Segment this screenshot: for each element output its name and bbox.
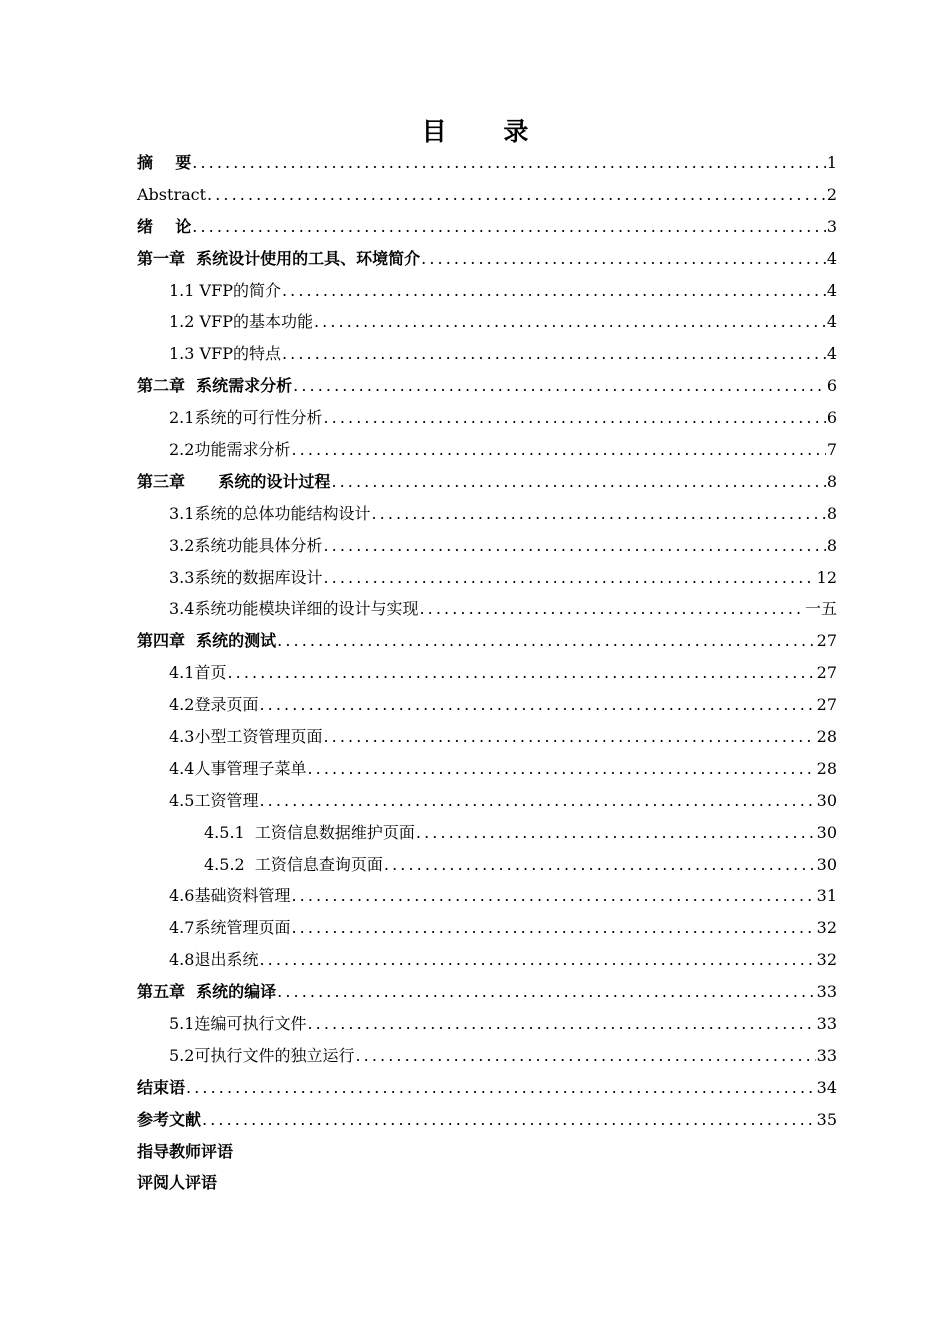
toc-entry[interactable] xyxy=(137,306,837,338)
toc-entry[interactable] xyxy=(137,785,837,817)
toc-entry-label: 结束语 xyxy=(137,1077,186,1097)
toc-entry-label: 第五章 系统的编译 xyxy=(137,982,277,1002)
toc-page-number: 4 xyxy=(826,280,837,300)
toc-entry[interactable] xyxy=(137,849,837,881)
toc-page-number: 33 xyxy=(816,1045,837,1065)
toc-dot-leader xyxy=(277,983,815,1001)
toc-entry-label: 3.4系统功能模块详细的设计与实现 xyxy=(169,599,419,619)
toc-entry[interactable] xyxy=(137,179,837,211)
toc-dot-leader xyxy=(291,441,825,459)
toc-entry[interactable] xyxy=(137,593,837,625)
toc-entry[interactable] xyxy=(137,721,837,753)
toc-entry-label: Abstract xyxy=(137,184,207,204)
toc-entry-label: 4.2登录页面 xyxy=(169,695,259,715)
toc-dot-leader xyxy=(259,792,815,810)
toc-entry-label: 绪 论 xyxy=(137,216,192,236)
toc-dot-leader xyxy=(323,569,815,587)
toc-dot-leader xyxy=(291,919,815,937)
toc-page-number: 30 xyxy=(816,854,837,874)
toc-page-number: 31 xyxy=(816,886,837,906)
toc-entry-label: 3.1系统的总体功能结构设计 xyxy=(169,503,371,523)
toc-dot-leader xyxy=(291,887,815,905)
toc-page-number: 34 xyxy=(816,1077,837,1097)
toc-entry-label: 评阅人评语 xyxy=(137,1173,218,1193)
toc-entry[interactable] xyxy=(137,944,837,976)
toc-entry[interactable] xyxy=(137,1008,837,1040)
toc-dot-leader xyxy=(192,154,826,172)
toc-entry[interactable] xyxy=(137,147,837,179)
toc-dot-leader xyxy=(282,345,826,363)
table-of-contents xyxy=(137,147,837,1199)
toc-page-number: 6 xyxy=(826,408,837,428)
toc-entry[interactable] xyxy=(137,1104,837,1136)
toc-page-number: 28 xyxy=(816,726,837,746)
toc-entry[interactable] xyxy=(137,530,837,562)
toc-entry-label: 指导教师评语 xyxy=(137,1141,234,1161)
toc-entry-label: 4.1首页 xyxy=(169,663,227,683)
toc-entry-label: 4.4人事管理子菜单 xyxy=(169,758,307,778)
toc-entry[interactable] xyxy=(137,753,837,785)
toc-entry-label: 2.1系统的可行性分析 xyxy=(169,408,323,428)
toc-page-number: 1 xyxy=(826,152,837,172)
toc-page-number: 6 xyxy=(826,376,837,396)
toc-dot-leader xyxy=(277,632,815,650)
toc-page-number: 4 xyxy=(826,312,837,332)
toc-entry-label: 1.2 VFP的基本功能 xyxy=(169,312,313,332)
toc-entry-label: 2.2功能需求分析 xyxy=(169,439,291,459)
toc-dot-leader xyxy=(227,664,815,682)
toc-page-number: 30 xyxy=(816,822,837,842)
toc-dot-leader xyxy=(419,600,804,618)
toc-entry[interactable] xyxy=(137,434,837,466)
toc-entry-label: 4.5工资管理 xyxy=(169,790,259,810)
toc-dot-leader xyxy=(371,505,825,523)
toc-entry-label: 4.7系统管理页面 xyxy=(169,918,291,938)
toc-entry[interactable] xyxy=(137,976,837,1008)
toc-page-number: 27 xyxy=(816,663,837,683)
toc-page-number: 32 xyxy=(816,950,837,970)
toc-page-number: 2 xyxy=(826,184,837,204)
toc-entry-label: 4.8退出系统 xyxy=(169,950,259,970)
toc-entry-label: 3.2系统功能具体分析 xyxy=(169,535,323,555)
toc-entry[interactable] xyxy=(137,1072,837,1104)
toc-dot-leader xyxy=(192,218,826,236)
toc-entry-label: 4.5.1 工资信息数据维护页面 xyxy=(204,822,415,842)
toc-dot-leader xyxy=(186,1079,816,1097)
toc-dot-leader xyxy=(323,728,815,746)
toc-page-number: 3 xyxy=(826,216,837,236)
toc-entry[interactable] xyxy=(137,498,837,530)
toc-page-number: 4 xyxy=(826,344,837,364)
toc-entry-label: 4.6基础资料管理 xyxy=(169,886,291,906)
toc-page-number: 一五 xyxy=(804,599,837,619)
toc-page-number: 28 xyxy=(816,758,837,778)
toc-page-number: 35 xyxy=(816,1109,837,1129)
toc-page-number: 8 xyxy=(826,503,837,523)
toc-dot-leader xyxy=(331,473,825,491)
toc-dot-leader xyxy=(202,1111,816,1129)
toc-entry[interactable] xyxy=(137,1168,837,1200)
toc-page-number: 7 xyxy=(826,439,837,459)
toc-entry-label: 第四章 系统的测试 xyxy=(137,631,277,651)
toc-page-number: 33 xyxy=(816,1013,837,1033)
toc-entry-label: 1.3 VFP的特点 xyxy=(169,344,281,364)
toc-entry-label: 5.1连编可执行文件 xyxy=(169,1013,307,1033)
toc-entry-label: 第一章 系统设计使用的工具、环境简介 xyxy=(137,248,421,268)
toc-dot-leader xyxy=(259,951,815,969)
toc-page-number: 8 xyxy=(826,471,837,491)
toc-entry-label: 摘 要 xyxy=(137,152,192,172)
toc-entry-label: 第三章 系统的设计过程 xyxy=(137,471,331,491)
toc-entry-label: 4.5.2 工资信息查询页面 xyxy=(204,854,383,874)
toc-entry[interactable] xyxy=(137,912,837,944)
toc-dot-leader xyxy=(307,1015,815,1033)
toc-page-number: 12 xyxy=(816,567,837,587)
toc-entry[interactable] xyxy=(137,689,837,721)
toc-entry[interactable] xyxy=(137,817,837,849)
toc-title: 目 录 xyxy=(421,117,553,146)
toc-entry-label: 参考文献 xyxy=(137,1109,202,1129)
toc-entry[interactable] xyxy=(137,466,837,498)
toc-dot-leader xyxy=(293,377,826,395)
toc-entry[interactable] xyxy=(137,370,837,402)
toc-entry[interactable] xyxy=(137,625,837,657)
toc-dot-leader xyxy=(323,409,825,427)
toc-entry[interactable] xyxy=(137,275,837,307)
toc-dot-leader xyxy=(307,760,815,778)
toc-dot-leader xyxy=(355,1047,815,1065)
toc-page-number: 30 xyxy=(816,790,837,810)
toc-dot-leader xyxy=(421,250,826,268)
toc-page-number: 32 xyxy=(816,918,837,938)
toc-dot-leader xyxy=(416,824,816,842)
toc-dot-leader xyxy=(282,282,826,300)
toc-entry-label: 第二章 系统需求分析 xyxy=(137,376,293,396)
toc-entry[interactable] xyxy=(137,211,837,243)
toc-entry[interactable] xyxy=(137,657,837,689)
toc-entry[interactable] xyxy=(137,1040,837,1072)
toc-entry-label: 4.3小型工资管理页面 xyxy=(169,726,323,746)
toc-page-number: 27 xyxy=(816,695,837,715)
toc-page-number: 4 xyxy=(826,248,837,268)
toc-dot-leader xyxy=(259,696,815,714)
toc-dot-leader xyxy=(207,186,826,204)
toc-entry[interactable] xyxy=(137,562,837,594)
toc-dot-leader xyxy=(314,313,826,331)
toc-entry-label: 3.3系统的数据库设计 xyxy=(169,567,323,587)
toc-entry[interactable] xyxy=(137,1136,837,1168)
toc-page-number: 33 xyxy=(816,982,837,1002)
toc-page-number: 8 xyxy=(826,535,837,555)
toc-entry[interactable] xyxy=(137,880,837,912)
toc-entry-label: 1.1 VFP的简介 xyxy=(169,280,281,300)
toc-entry[interactable] xyxy=(137,243,837,275)
toc-entry-label: 5.2可执行文件的独立运行 xyxy=(169,1045,355,1065)
toc-dot-leader xyxy=(323,537,825,555)
toc-entry[interactable] xyxy=(137,402,837,434)
toc-entry[interactable] xyxy=(137,338,837,370)
toc-dot-leader xyxy=(384,856,816,874)
toc-page-number: 27 xyxy=(816,631,837,651)
